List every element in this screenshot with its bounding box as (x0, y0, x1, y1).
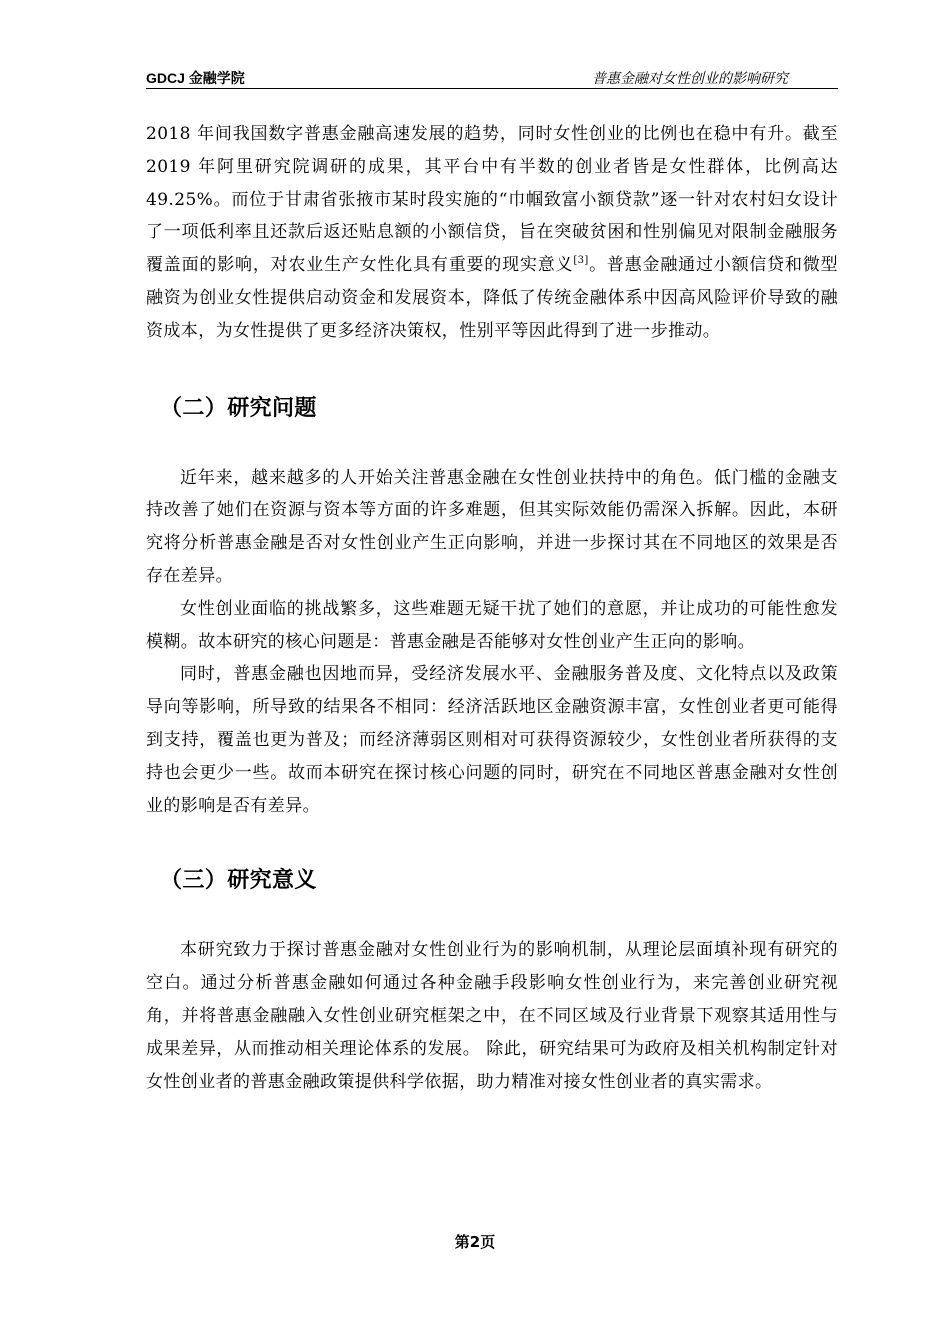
paragraph-background-tail: 。普惠金融通过小额信贷和微型融资为创业女性提供启动资金和发展资本，降低了传统金融体系中因高风险评价导致的融资成本，为女性提供了更多经济决策权，性别平等因此得到了进一步推动。 (146, 255, 838, 341)
page-body (146, 118, 838, 1098)
section-heading-research-question: （二）研究问题 (160, 395, 317, 421)
paragraph-research-significance: 本研究致力于探讨普惠金融对女性创业行为的影响机制，从理论层面填补现有研究的空白。通过分析普惠金融如何通过各种金融手段影响女性创业行为，来完善创业研究视角，并将普惠金融融入女性创业研究框架之中，在不同区域及行业背景下观察其适用性与成果差异，从而推动相关理论体系的发展。 除此，研究结果可为政府及相关机构制定针对女性创业者的普惠金融政策提供科学依据，助力精准对接女性创业者的真实需求。 (146, 940, 838, 1092)
citation-ref: [3] (573, 255, 589, 267)
header-institution: GDCJ 金融学院 (146, 70, 245, 86)
page-number: 第2页 (454, 1233, 496, 1251)
paragraph-background-text: 2018 年间我国数字普惠金融高速发展的趋势，同时女性创业的比例也在稳中有升。截至 2019 年阿里研究院调研的成果，其平台中有半数的创业者皆是女性群体，比例高达 49.25%。而位于甘肃省张掖市某时段实施的“巾帼致富小额贷款”逐一针对农村妇女设计了一项低利率且还款后返还贴息额的小额信贷，旨在突破贫困和性别偏见对限制金融服务覆盖面的影响，对农业生产女性化具有重要的现实意义 (146, 124, 838, 276)
section-heading-research-significance: （三）研究意义 (160, 868, 317, 894)
paragraph-research-question-3: 同时，普惠金融也因地而异，受经济发展水平、金融服务普及度、文化特点以及政策导向等影响，所导致的结果各不相同：经济活跃地区金融资源丰富，女性创业者更可能得到支持，覆盖也更为普及；而经济薄弱区则相对可获得资源较少，女性创业者所获得的支持也会更少一些。故而本研究在探讨核心问题的同时，研究在不同地区普惠金融对女性创业的影响是否有差异。 (146, 664, 838, 816)
paragraph-research-question-1: 近年来，越来越多的人开始关注普惠金融在女性创业扶持中的角色。低门槛的金融支持改善了她们在资源与资本等方面的许多难题，但其实际效能仍需深入拆解。因此，本研究将分析普惠金融是否对女性创业产生正向影响，并进一步探讨其在不同地区的效果是否存在差异。 (146, 467, 838, 586)
page-header (146, 66, 838, 89)
header-title: 普惠金融对女性创业的影响研究 (592, 70, 788, 86)
paragraph-research-question-2: 女性创业面临的挑战繁多，这些难题无疑干扰了她们的意愿，并让成功的可能性愈发模糊。故本研究的核心问题是：普惠金融是否能够对女性创业产生正向的影响。 (146, 598, 838, 652)
paragraph-background (146, 118, 838, 348)
